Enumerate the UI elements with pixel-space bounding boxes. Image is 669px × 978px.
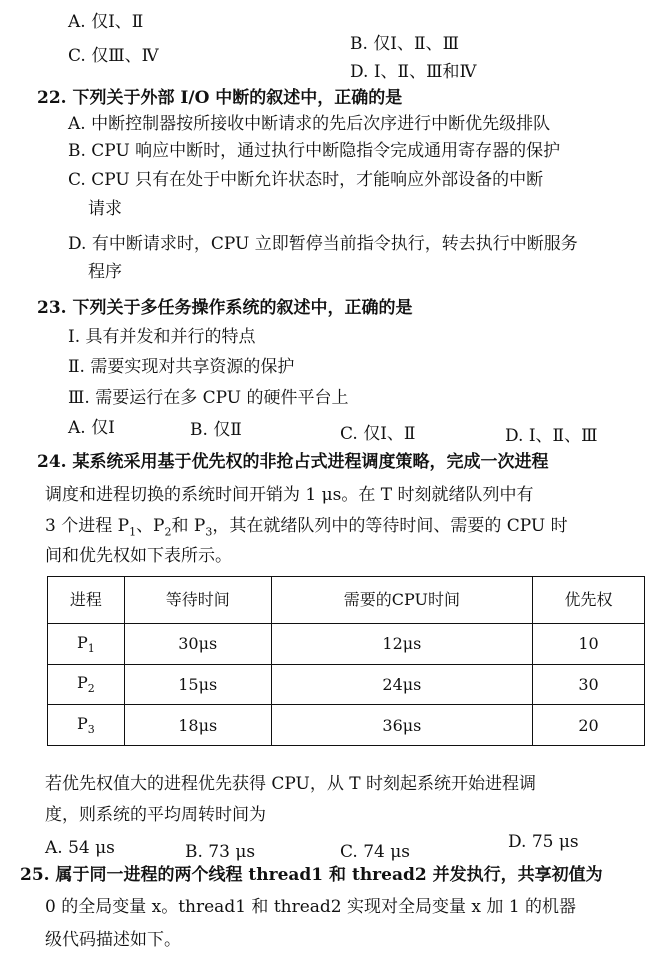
- q21-option-b: B. 仅Ⅰ、Ⅱ、Ⅲ: [350, 34, 459, 54]
- q24-option-a: A. 54 μs: [45, 838, 115, 858]
- table-row: [48, 664, 645, 705]
- q23-stem: 23. 下列关于多任务操作系统的叙述中，正确的是: [37, 298, 413, 318]
- q22-option-c: C. CPU 只有在处于中断允许状态时，才能响应外部设备的中断: [68, 170, 544, 190]
- cell-wait: 15μs: [124, 664, 271, 705]
- q23-option-b: B. 仅Ⅱ: [190, 420, 242, 440]
- process-table: [47, 576, 645, 746]
- q21-option-a: A. 仅Ⅰ、Ⅱ: [68, 12, 144, 32]
- q22-option-b: B. CPU 响应中断时，通过执行中断隐指令完成通用寄存器的保护: [68, 141, 561, 161]
- q23-item-ii: Ⅱ. 需要实现对共享资源的保护: [68, 357, 295, 377]
- q24-stem-line4: 间和优先权如下表所示。: [45, 546, 232, 566]
- q21-option-c: C. 仅Ⅲ、Ⅳ: [68, 46, 159, 66]
- cell-wait: 18μs: [124, 705, 271, 746]
- q22-option-d: D. 有中断请求时，CPU 立即暂停当前指令执行，转去执行中断服务: [68, 234, 578, 254]
- cell-cpu: 24μs: [271, 664, 532, 705]
- header-wait-time: 等待时间: [124, 577, 271, 624]
- q21-option-d: D. Ⅰ、Ⅱ、Ⅲ和Ⅳ: [350, 62, 477, 82]
- q23-item-i: Ⅰ. 具有并发和并行的特点: [68, 327, 256, 347]
- q25-stem-line2: 0 的全局变量 x。thread1 和 thread2 实现对全局变量 x 加 1 的机器: [45, 897, 577, 917]
- cell-cpu: 36μs: [271, 705, 532, 746]
- cell-wait: 30μs: [124, 624, 271, 665]
- q24-option-c: C. 74 μs: [340, 842, 411, 862]
- q22-stem: 22. 下列关于外部 I/O 中断的叙述中，正确的是: [37, 88, 403, 108]
- cell-process: $P_1$: [48, 624, 125, 665]
- header-priority: 优先权: [533, 577, 645, 624]
- q22-option-a: A. 中断控制器按所接收中断请求的先后次序进行中断优先级排队: [68, 114, 551, 134]
- cell-priority: 30: [533, 664, 645, 705]
- cell-process: $P_2$: [48, 664, 125, 705]
- q24-stem-line3: 3 个进程 $P_1$、$P_2$和 $P_3$，其在就绪队列中的等待时间、需要的 CPU 时: [45, 516, 568, 539]
- q23-option-a: A. 仅Ⅰ: [68, 418, 115, 438]
- q24-stem-line1: 24. 某系统采用基于优先权的非抢占式进程调度策略，完成一次进程: [37, 452, 549, 472]
- q24-after-line1: 若优先权值大的进程优先获得 CPU，从 T 时刻起系统开始进程调: [45, 774, 537, 794]
- q25-stem-line3: 级代码描述如下。: [45, 930, 181, 950]
- q22-option-c-cont: 请求: [88, 199, 122, 219]
- q24-after-line2: 度，则系统的平均周转时间为: [45, 805, 266, 825]
- cell-cpu: 12μs: [271, 624, 532, 665]
- cell-priority: 20: [533, 705, 645, 746]
- q23-option-d: D. Ⅰ、Ⅱ、Ⅲ: [505, 426, 598, 446]
- table-row: [48, 705, 645, 746]
- header-cpu-time: 需要的CPU时间: [271, 577, 532, 624]
- q22-option-d-cont: 程序: [88, 262, 122, 282]
- q24-option-d: D. 75 μs: [508, 832, 579, 852]
- cell-priority: 10: [533, 624, 645, 665]
- q23-item-iii: Ⅲ. 需要运行在多 CPU 的硬件平台上: [68, 388, 349, 408]
- q23-option-c: C. 仅Ⅰ、Ⅱ: [340, 424, 416, 444]
- q24-stem-line2: 调度和进程切换的系统时间开销为 1 μs。在 T 时刻就绪队列中有: [45, 485, 534, 505]
- header-process: 进程: [48, 577, 125, 624]
- q25-stem-line1: 25. 属于同一进程的两个线程 thread1 和 thread2 并发执行，共享初值为: [20, 865, 603, 885]
- cell-process: $P_3$: [48, 705, 125, 746]
- q24-option-b: B. 73 μs: [185, 842, 256, 862]
- table-row: [48, 624, 645, 665]
- table-header-row: [48, 577, 645, 624]
